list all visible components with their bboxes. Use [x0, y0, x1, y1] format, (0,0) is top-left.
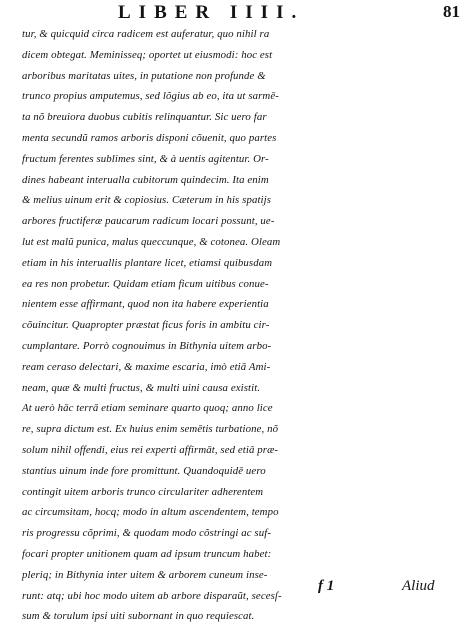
text-line: nientem esse affirmant, quod non ita habere experientia — [22, 298, 269, 311]
text-line: dines habeant interualla cubitorum quindecim. Ita enim — [22, 173, 269, 186]
text-line: arboribus maritatas uites, in putatione non profunde & — [22, 69, 266, 82]
text-line: arbores fructiferæ paucarum radicum locari possunt, ue- — [22, 215, 275, 228]
text-line: ris progressu cõprimi, & quodam modo cõstringi ac suf- — [22, 527, 272, 540]
page-footer — [0, 578, 472, 598]
body-text — [22, 24, 468, 627]
text-line: cumplantare. Porrò cognouimus in Bithynia uitem arbo- — [22, 339, 272, 352]
running-head: LIBER IIII. — [118, 2, 305, 23]
text-line: stantius uinum inde fore promittunt. Quandoquidē uero — [22, 464, 266, 477]
text-line: cõuincitur. Quapropter præstat ficus foris in ambitu cir- — [22, 319, 270, 332]
text-line: & melius uinum erit & copiosius. Cæterum in his spatijs — [22, 194, 272, 207]
text-line: menta secundũ ramos arboris disponi cõuenit, quo partes — [22, 131, 277, 144]
text-line: focari propter unitionem quam ad ipsum truncum habet: — [22, 547, 272, 560]
text-line: solum nihil offendi, eius rei experti affirmāt, sed etiā præ- — [22, 443, 279, 456]
text-line: dicem obtegat. Meminisseq; oportet ut eiusmodi: hoc est — [22, 48, 273, 61]
page-header — [0, 2, 472, 24]
text-line: re, supra dictum est. Ex huius enim semētis turbatione, nõ — [22, 423, 279, 436]
text-line: ea res non probetur. Quidam etiam ficum uitibus conue- — [22, 277, 269, 290]
text-line: etiam in his interuallis plantare licet, etiamsi quibusdam — [22, 256, 273, 269]
text-line: neam, quæ & multi fructus, & multi uini causa existit. — [22, 381, 261, 394]
catchword: Aliud — [402, 578, 435, 594]
text-line: fructum ferentes sublimes sint, & à uentis agitentur. Or- — [22, 152, 269, 165]
folio-number: 81 — [443, 2, 460, 21]
text-line: ac circumsitam, hocq; modo in altum ascendentem, tempo — [22, 506, 279, 519]
text-line: trunco propius amputemus, sed lõgius ab eo, ita ut sarmē- — [22, 90, 279, 103]
text-line: sum & torulum ipsi uiti subornant in quo requiescat. — [22, 610, 255, 623]
text-line: contingit uitem arboris trunco circulariter adherentem — [22, 485, 264, 498]
text-line: pleriq; in Bithynia inter uitem & arborem cuneum inse- — [22, 568, 268, 581]
text-line: At uerò hāc terrā etiam seminare quarto quoq; anno lice — [22, 402, 273, 415]
text-line: runt: atq; ubi hoc modo uitem ab arbore disparaũt, secesſ- — [22, 589, 282, 602]
text-line: ta nõ breuiora duobus cubitis relinquantur. Sic uero far — [22, 111, 267, 124]
text-line: lut est malũ punica, malus queccunque, & cotonea. Oleam — [22, 235, 281, 248]
text-line: ream ceraso delectari, & maxime escaria, imò etiā Ami- — [22, 360, 271, 373]
text-line: tur, & quicquid circa radicem est auferatur, quo nihil ra — [22, 28, 270, 40]
signature-mark: f 1 — [318, 578, 335, 594]
